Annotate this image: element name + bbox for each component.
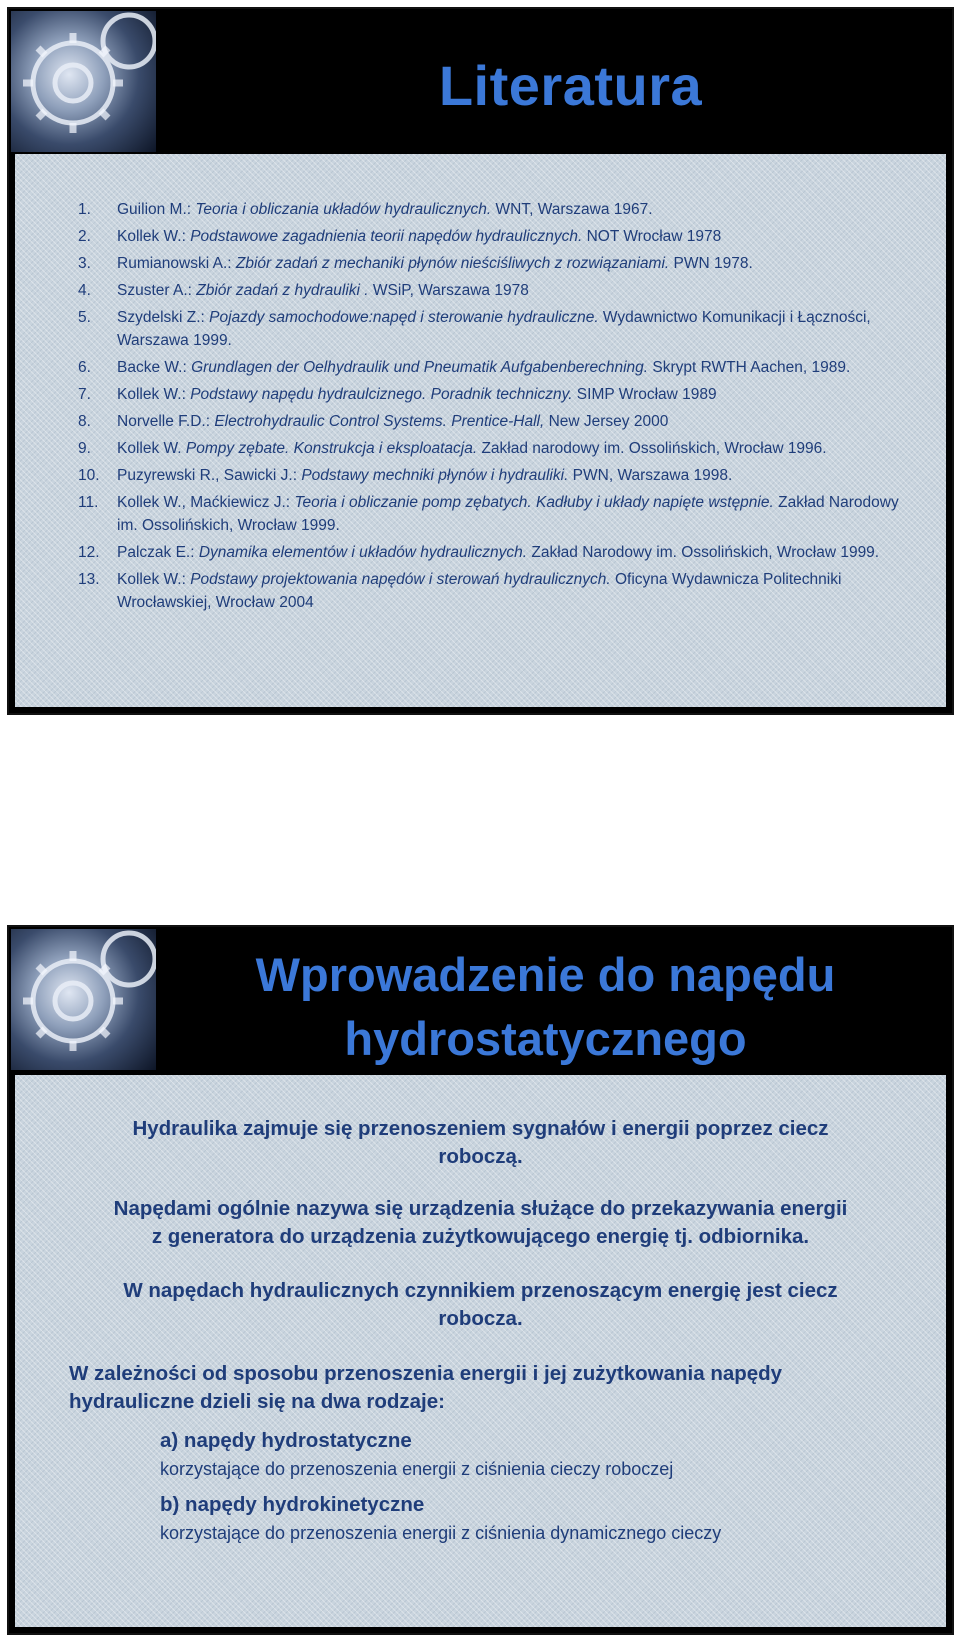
reference-item: [78, 198, 916, 221]
paragraph-line: robocza.: [438, 1307, 523, 1330]
reference-title: Grundlagen der Oelhydraulik und Pneumatik Aufgabenberechning.: [191, 359, 649, 376]
reference-publisher: Zakład narodowy im. Ossolińskich, Wrocław 1996.: [477, 440, 827, 457]
reference-number: 7.: [78, 386, 91, 403]
reference-author: Kollek W.: [117, 440, 186, 457]
reference-publisher: WNT, Warszawa 1967.: [491, 201, 653, 218]
reference-publisher: PWN 1978.: [669, 255, 753, 272]
reference-item: [78, 306, 916, 352]
reference-title: Teoria i obliczania układów hydraulicznych.: [195, 201, 492, 218]
paragraph-line: Napędami ogólnie nazywa się urządzenia służące do przekazywania energii: [113, 1197, 848, 1220]
gear-logo-image: [11, 11, 156, 152]
reference-list: [78, 198, 916, 618]
reference-title: Teoria i obliczanie pomp zębatych. Kadłuby i układy napięte wstępnie.: [294, 494, 774, 511]
reference-item: [78, 356, 916, 379]
type-b-description: korzystające do przenoszenia energii z ciśnienia dynamicznego cieczy: [160, 1523, 722, 1543]
paragraph-line: z generatora do urządzenia zużytkowującego energię tj. odbiornika.: [151, 1225, 810, 1248]
reference-item: [78, 383, 916, 406]
reference-title: Podstawy napędu hydraulciznego. Poradnik techniczny.: [190, 386, 573, 403]
gear-logo-image: [11, 929, 156, 1070]
reference-title: Electrohydraulic Control Systems. Prentice-Hall,: [214, 413, 545, 430]
slide-literatura: [7, 7, 954, 715]
paragraph-line: hydrauliczne dzieli się na dwa rodzaje:: [69, 1390, 445, 1413]
reference-number: 1.: [78, 201, 91, 218]
title-line-2: hydrostatycznego: [344, 1012, 747, 1065]
reference-author: Szuster A.:: [117, 282, 197, 299]
reference-item: [78, 464, 916, 487]
reference-author: Kollek W.:: [117, 228, 191, 245]
reference-number: 3.: [78, 255, 91, 272]
paragraph-1: [55, 1115, 906, 1171]
reference-publisher: Zakład Narodowy im. Ossolińskich, Wrocław 1999.: [527, 544, 880, 561]
reference-author: Kollek W.:: [117, 571, 191, 588]
type-a-description: korzystające do przenoszenia energii z ciśnienia cieczy roboczej: [160, 1459, 674, 1479]
reference-title: Podstawy mechniki płynów i hydrauliki.: [301, 467, 569, 484]
reference-number: 8.: [78, 413, 91, 430]
slide-wprowadzenie: [7, 925, 954, 1635]
reference-number: 6.: [78, 359, 91, 376]
page-title: Literatura: [438, 54, 703, 117]
paragraph-3: [35, 1277, 926, 1333]
reference-publisher: Oficyna Wydawnicza Politechniki Wrocławskiej, Wrocław 2004: [117, 571, 842, 611]
reference-author: Kollek W.:: [117, 386, 191, 403]
title-line-1: Wprowadzenie do napędu: [255, 948, 836, 1001]
reference-item: [78, 491, 916, 537]
reference-author: Backe W.:: [117, 359, 192, 376]
reference-publisher: SIMP Wrocław 1989: [572, 386, 717, 403]
slide-body: [15, 1075, 946, 1627]
reference-item: [78, 279, 916, 302]
reference-publisher: PWN, Warszawa 1998.: [568, 467, 733, 484]
reference-publisher: Skrypt RWTH Aachen, 1989.: [648, 359, 851, 376]
reference-publisher: Zakład Narodowy im. Ossolińskich, Wrocław 1999.: [117, 494, 899, 534]
reference-author: Guilion M.:: [117, 201, 196, 218]
reference-number: 13.: [78, 571, 100, 588]
reference-author: Kollek W., Maćkiewicz J.:: [117, 494, 295, 511]
slide-header: [9, 9, 952, 154]
reference-title: Zbiór zadań z hydrauliki .: [196, 282, 369, 299]
reference-author: Rumianowski A.:: [117, 255, 236, 272]
reference-title: Podstawowe zagadnienia teorii napędów hydraulicznych.: [190, 228, 583, 245]
paragraph-4: [69, 1360, 926, 1416]
reference-number: 2.: [78, 228, 91, 245]
reference-number: 9.: [78, 440, 91, 457]
reference-author: Norvelle F.D.:: [117, 413, 215, 430]
slide-body: [15, 154, 946, 707]
reference-number: 12.: [78, 544, 100, 561]
reference-publisher: New Jersey 2000: [544, 413, 669, 430]
page-title: [159, 943, 932, 1071]
reference-publisher: WSiP, Warszawa 1978: [368, 282, 529, 299]
reference-number: 4.: [78, 282, 91, 299]
reference-item: [78, 252, 916, 275]
type-a-heading: a) napędy hydrostatyczne: [160, 1429, 412, 1452]
reference-title: Dynamika elementów i układów hydraulicznych.: [198, 544, 528, 561]
reference-author: Szydelski Z.:: [117, 309, 210, 326]
reference-number: 5.: [78, 309, 91, 326]
reference-item: [78, 437, 916, 460]
type-b-heading: b) napędy hydrokinetyczne: [160, 1493, 425, 1516]
reference-author: Puzyrewski R., Sawicki J.:: [117, 467, 302, 484]
reference-title: Podstawy projektowania napędów i sterowań hydraulicznych.: [190, 571, 611, 588]
reference-item: [78, 410, 916, 433]
reference-item: [78, 541, 916, 564]
reference-number: 11.: [78, 494, 99, 511]
paragraph-line: W napędach hydraulicznych czynnikiem przenoszącym energię jest ciecz: [123, 1279, 838, 1302]
reference-item: [78, 225, 916, 248]
reference-publisher: Wydawnictwo Komunikacji i Łączności, Warszawa 1999.: [117, 309, 871, 349]
reference-title: Pompy zębate. Konstrukcja i eksploatacja.: [185, 440, 478, 457]
reference-item: [78, 568, 916, 614]
paragraph-line: roboczą.: [438, 1145, 523, 1168]
reference-number: 10.: [78, 467, 100, 484]
reference-title: Pojazdy samochodowe:napęd i sterowanie hydrauliczne.: [209, 309, 599, 326]
reference-title: Zbiór zadań z mechaniki płynów nieściśliwych z rozwiązaniami.: [235, 255, 670, 272]
reference-author: Palczak E.:: [117, 544, 199, 561]
paragraph-line: Hydraulika zajmuje się przenoszeniem sygnałów i energii poprzez ciecz: [132, 1117, 829, 1140]
paragraph-2: [35, 1195, 926, 1251]
slide-header: [9, 927, 952, 1075]
reference-publisher: NOT Wrocław 1978: [582, 228, 722, 245]
paragraph-line: W zależności od sposobu przenoszenia energii i jej zużytkowania napędy: [69, 1362, 783, 1385]
